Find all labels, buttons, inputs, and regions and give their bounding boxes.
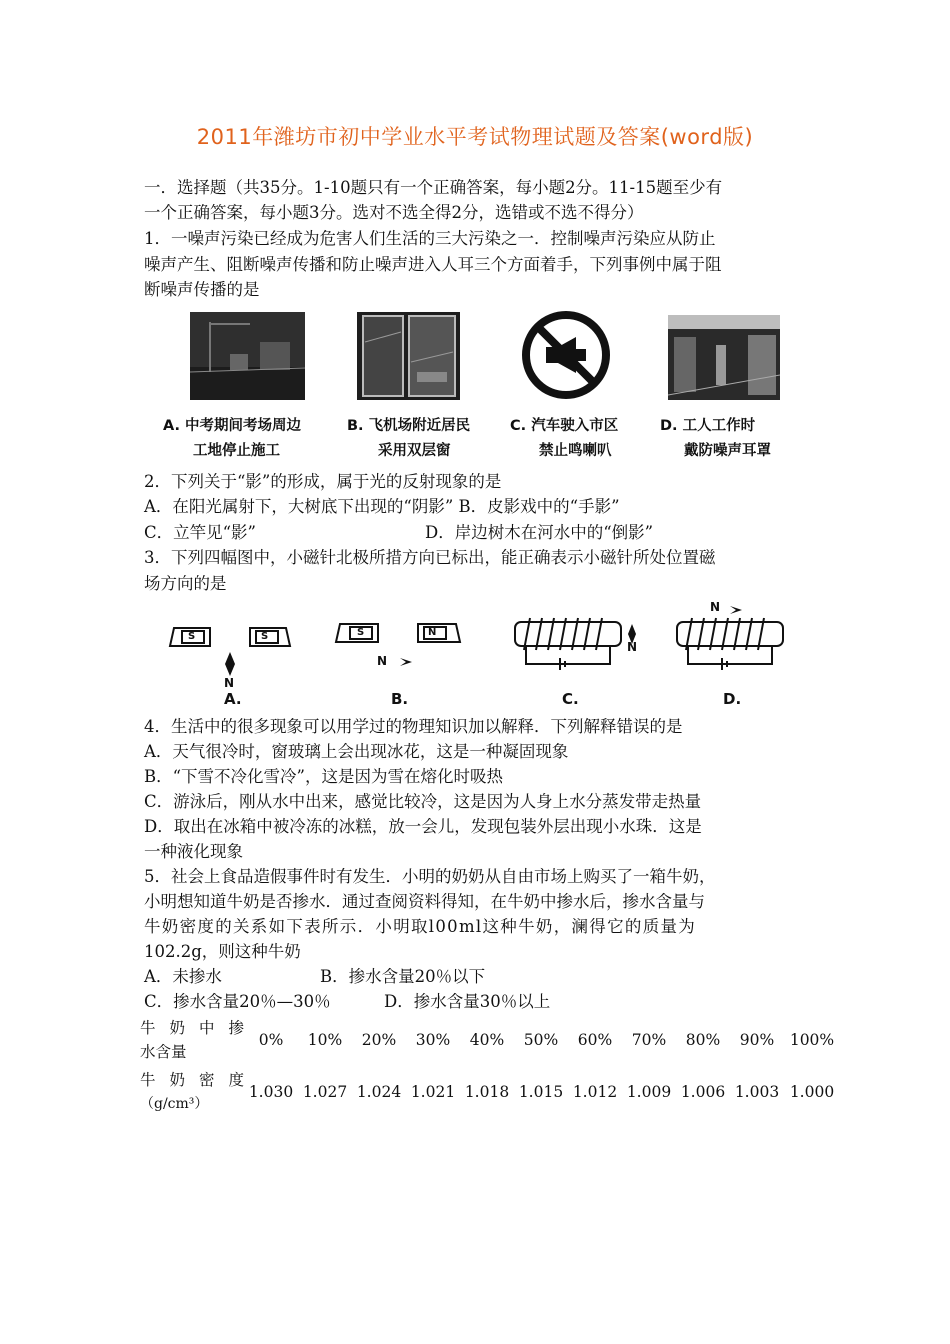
row-header-water-content: 牛奶中掺 水含量 <box>140 1019 244 1061</box>
question-5-line-4: 102.2g，则这种牛奶 <box>144 942 301 961</box>
question-2-stem: 2．下列关于“影”的形成，属于光的反射现象的是 <box>144 472 502 491</box>
question-5-option-c: C．掺水含量20％—30％ <box>144 992 331 1011</box>
factory-worker-photo <box>668 315 780 400</box>
table-row-density <box>140 1066 840 1118</box>
option-d-caption-1: D. 工人工作时 <box>660 418 756 434</box>
table-cell: 20% <box>361 1031 397 1049</box>
magnet-b-left-s: S <box>357 627 365 638</box>
question-1-line-2: 噪声产生、阻断噪声传播和防止噪声进入人耳三个方面着手，下列事例中属于阻 <box>144 255 722 274</box>
question-4-option-b: B．“下雪不冷化雪冷”，这是因为雪在熔化时吸热 <box>144 767 503 786</box>
question-1-line-1: 1．一噪声污染已经成为危害人们生活的三大污染之一．控制噪声污染应从防止 <box>144 229 716 248</box>
question-4-option-c: C．游泳后，刚从水中出来，感觉比较冷，这是因为人身上水分蒸发带走热量 <box>144 792 702 811</box>
question-5-line-1: 5．社会上食品造假事件时有发生．小明的奶奶从自由市场上购买了一箱牛奶， <box>144 867 716 886</box>
table-cell: 1.006 <box>680 1083 726 1101</box>
needle-b-north: N <box>377 654 388 668</box>
option-c-caption-2: 禁止鸣喇叭 <box>539 443 612 459</box>
needle-a-north: N <box>224 676 235 690</box>
question-4-option-d-line-2: 一种液化现象 <box>144 842 243 861</box>
table-cell: 1.030 <box>248 1083 294 1101</box>
section-intro-line-2: 一个正确答案，每小题3分。选对不选全得2分，选错或不选不得分） <box>144 203 644 222</box>
question-5-option-d: D．掺水含量30％以上 <box>384 992 551 1011</box>
needle-c-north: N <box>627 640 638 654</box>
table-row-water-content <box>140 1014 840 1066</box>
table-cell: 80% <box>685 1031 721 1049</box>
option-b-caption-2: 采用双层窗 <box>378 443 451 459</box>
table-cell: 1.021 <box>410 1083 456 1101</box>
table-cell: 1.018 <box>464 1083 510 1101</box>
page-title: 2011年潍坊市初中学业水平考试物理试题及答案(word版) <box>196 125 754 149</box>
table-cell: 100% <box>789 1031 835 1049</box>
question-3-line-2: 场方向的是 <box>144 574 227 593</box>
figure-label-d: D. <box>723 690 742 708</box>
figure-label-b: B. <box>391 690 409 708</box>
no-honking-sign <box>520 309 612 401</box>
question-2-option-c: C．立竿见“影” <box>144 523 256 542</box>
question-5-line-2: 小明想知道牛奶是否掺水．通过查阅资料得知，在牛奶中掺水后，掺水含量与 <box>144 892 705 911</box>
table-cell: 1.024 <box>356 1083 402 1101</box>
question-5-option-b: B．掺水含量20％以下 <box>320 967 486 986</box>
magnet-figures <box>160 600 850 710</box>
question-4-option-a: A．天气很冷时，窗玻璃上会出现冰花，这是一种凝固现象 <box>144 742 569 761</box>
magnet-a-right-s: S <box>261 631 269 642</box>
table-cell: 10% <box>307 1031 343 1049</box>
table-cell: 90% <box>739 1031 775 1049</box>
question-3-line-1: 3．下列四幅图中，小磁针北极所措方向已标出，能正确表示小磁针所处位置磁 <box>144 548 716 567</box>
magnet-a-left-s: S <box>188 631 196 642</box>
option-a-caption-2: 工地停止施工 <box>193 443 280 459</box>
option-d-caption-2: 戴防噪声耳罩 <box>684 443 771 459</box>
table-cell: 1.003 <box>734 1083 780 1101</box>
option-b-caption-1: B. 飞机场附近居民 <box>347 418 471 434</box>
table-cell: 30% <box>415 1031 451 1049</box>
table-cell: 40% <box>469 1031 505 1049</box>
question-2-options-ab: A．在阳光属射下，大树底下出现的“阴影” B．皮影戏中的“手影” <box>144 497 620 516</box>
magnet-b-right-n: N <box>428 627 437 638</box>
table-cell: 1.012 <box>572 1083 618 1101</box>
construction-site-photo <box>190 312 305 400</box>
table-cell: 1.015 <box>518 1083 564 1101</box>
option-c-caption-1: C. 汽车驶入市区 <box>510 418 619 434</box>
question-1-line-3: 断噪声传播的是 <box>144 280 260 299</box>
table-cell: 0% <box>258 1031 284 1049</box>
table-cell: 1.000 <box>789 1083 835 1101</box>
milk-density-table <box>140 1014 840 1118</box>
table-cell: 60% <box>577 1031 613 1049</box>
figure-label-a: A. <box>224 690 242 708</box>
option-a-caption-1: A. 中考期间考场周边 <box>163 418 302 434</box>
row-header-density: 牛奶密度 （g/cm³） <box>140 1071 244 1112</box>
question-5-option-a: A．未掺水 <box>144 967 222 986</box>
double-window-photo <box>357 312 460 400</box>
table-cell: 70% <box>631 1031 667 1049</box>
table-cell: 50% <box>523 1031 559 1049</box>
question-2-option-d: D．岸边树木在河水中的“倒影” <box>425 523 654 542</box>
table-cell: 1.027 <box>302 1083 348 1101</box>
needle-d-north: N <box>710 600 721 614</box>
question-5-line-3: 牛奶密度的关系如下表所示．小明取l00ml这种牛奶，澜得它的质量为 <box>144 917 697 936</box>
section-intro-line-1: 一．选择题（共35分。1-10题只有一个正确答案，每小题2分。11-15题至少有 <box>144 178 723 197</box>
question-4-stem: 4．生活中的很多现象可以用学过的物理知识加以解释．下列解释错误的是 <box>144 717 683 736</box>
figure-label-c: C. <box>562 690 579 708</box>
table-cell: 1.009 <box>626 1083 672 1101</box>
question-4-option-d-line-1: D．取出在冰箱中被冷冻的冰糕，放一会儿，发现包装外层出现小水珠．这是 <box>144 817 702 836</box>
